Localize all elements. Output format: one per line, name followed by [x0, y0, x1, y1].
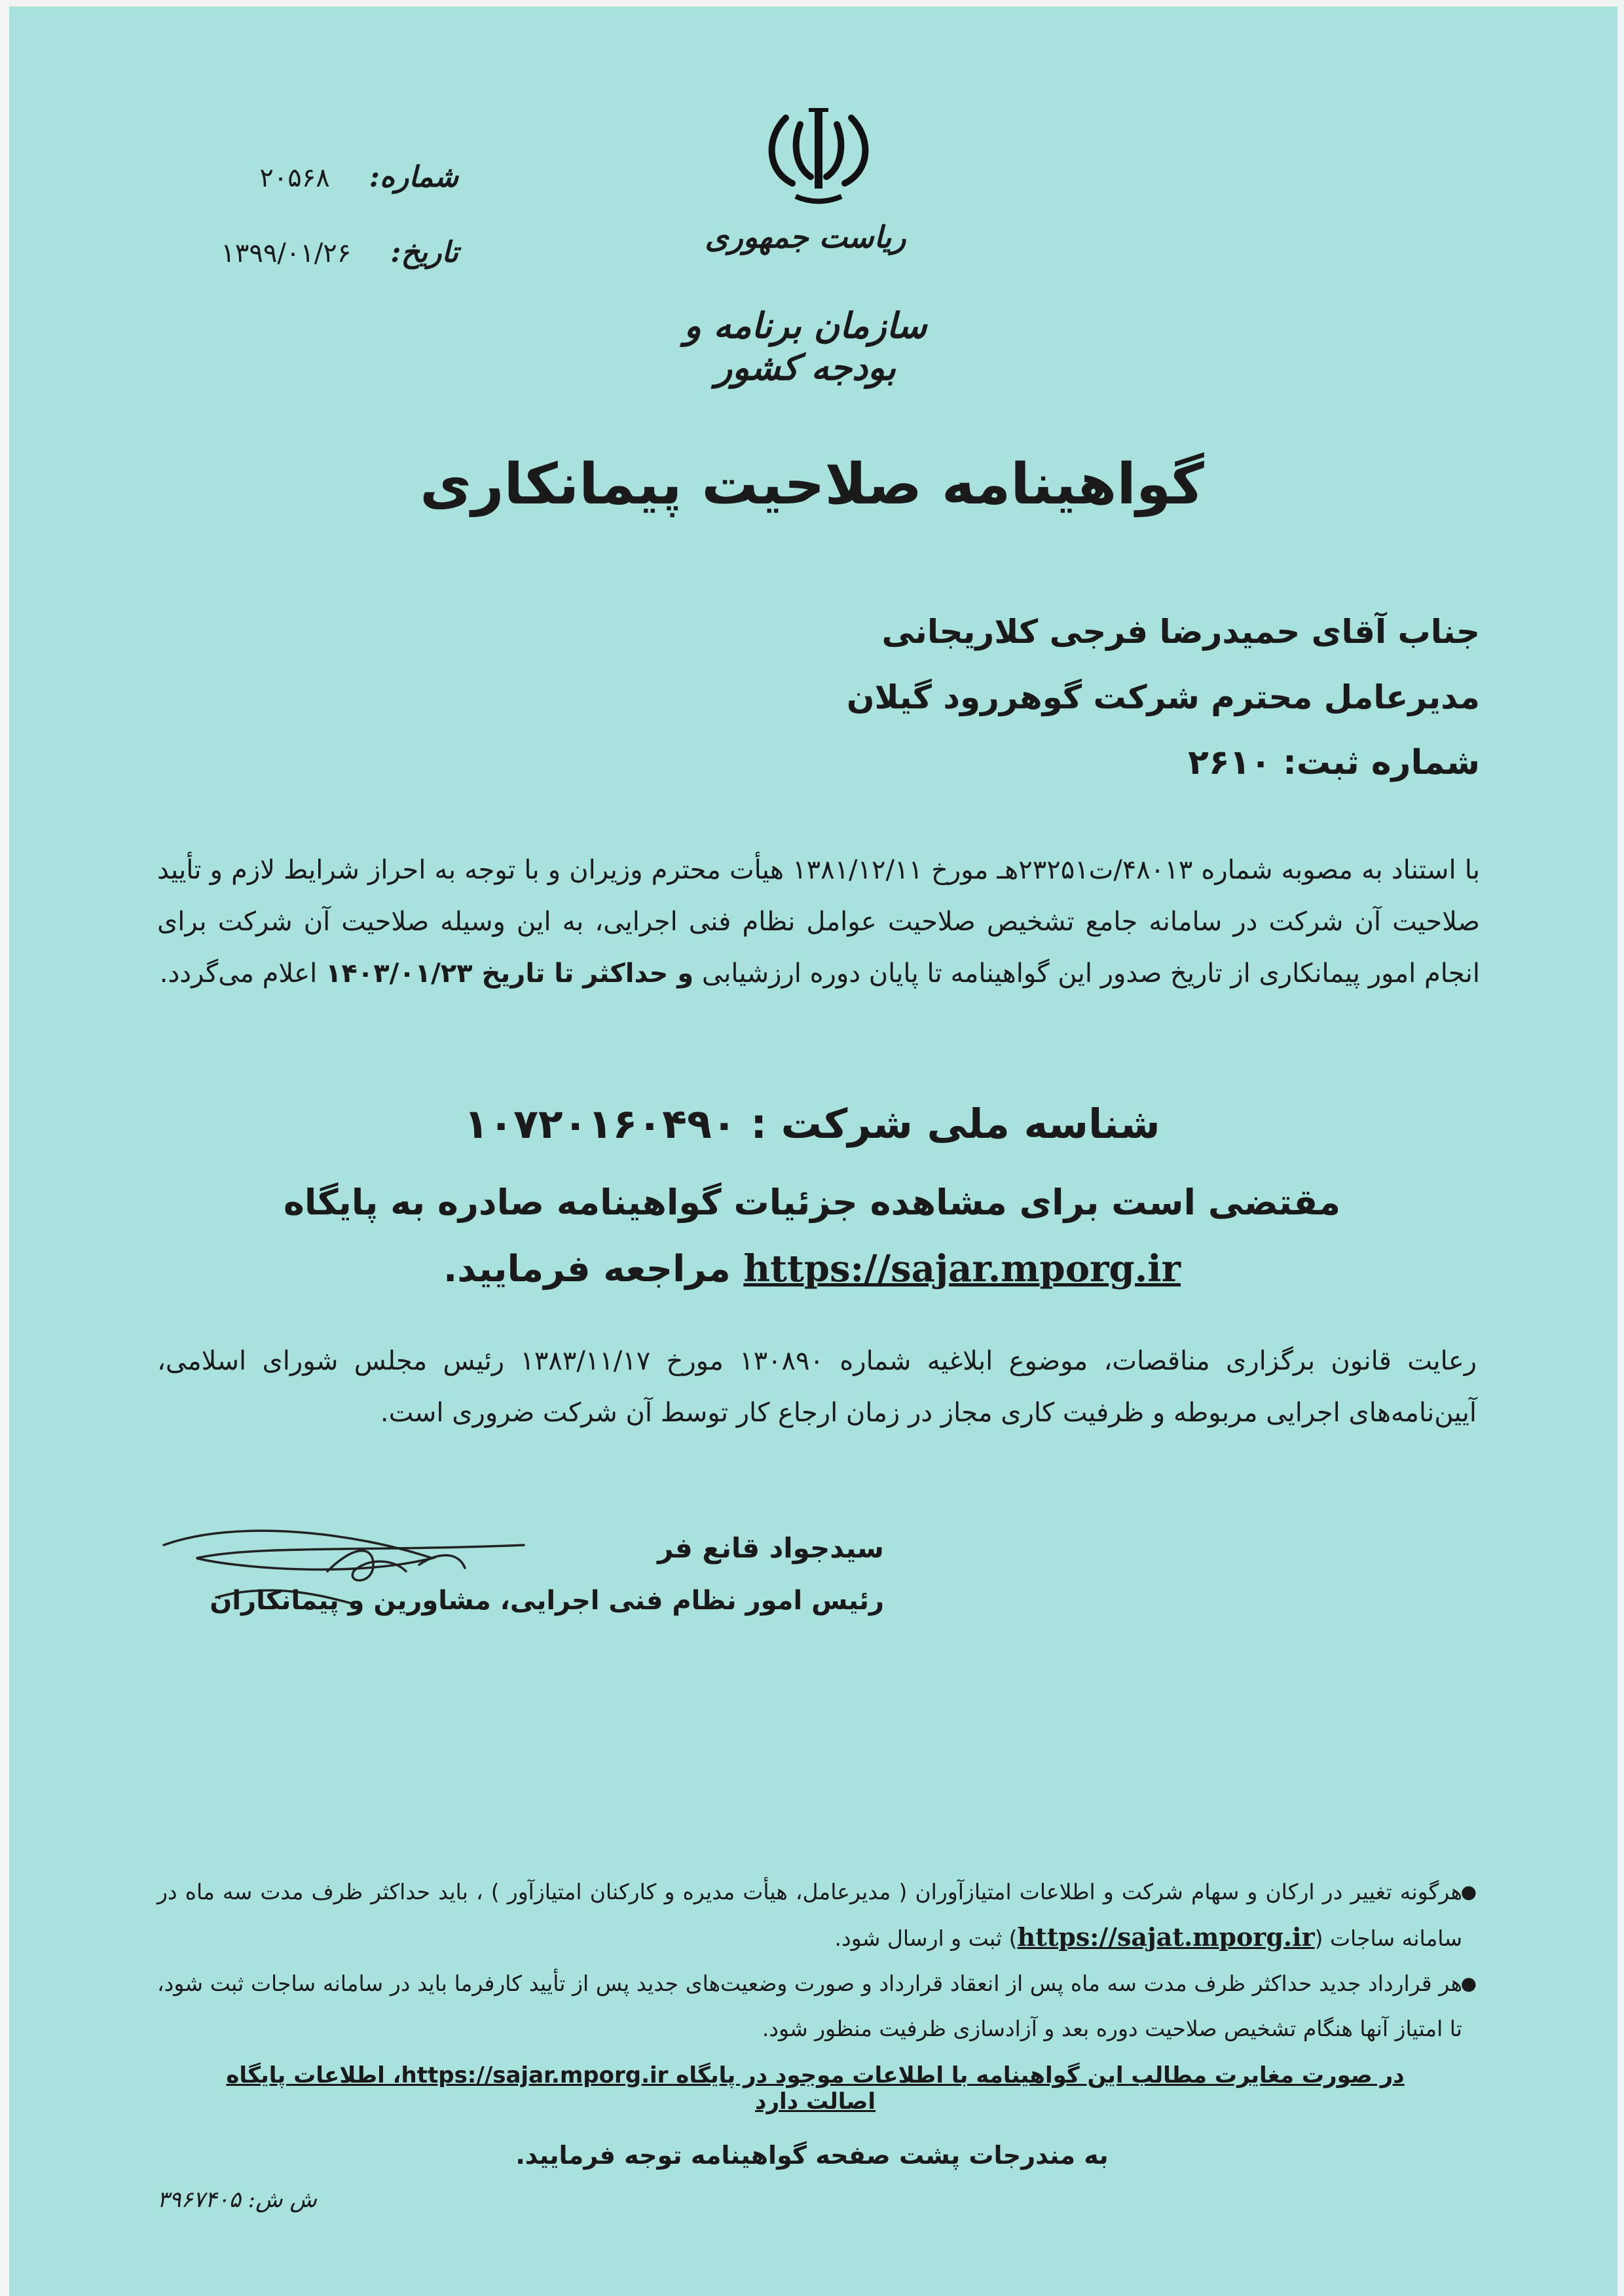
paper-edge [1617, 0, 1624, 2296]
portal-tail: مراجعه فرمایید. [443, 1248, 731, 1290]
document-title: گواهینامه صلاحیت پیمانکاری [420, 452, 1204, 517]
notes-list [157, 1869, 1477, 2051]
date-value: ۱۳۹۹/۰۱/۲۶ [221, 238, 352, 268]
signatory-block [210, 1519, 884, 1624]
portal-instruction: مقتضی است برای مشاهده جزئیات گواهینامه صادره به پایگاه [283, 1182, 1341, 1223]
validity-date: و حداکثر تا تاریخ ۱۴۰۳/۰۱/۲۳ [325, 958, 694, 989]
letter-number [259, 160, 458, 194]
list-item [157, 1869, 1477, 1961]
addressee-role: مدیرعامل محترم شرکت گوهررود گیلان [846, 678, 1480, 716]
paper-edge [0, 0, 9, 2296]
authenticity-warning: در صورت مغایرت مطالب این گواهینامه با اطلاعات موجود در پایگاه https://sajar.mporg.ir، اطلاعات پایگاه اصالت دارد [226, 2062, 1405, 2115]
footer-note: به مندرجات پشت صفحه گواهینامه توجه فرمایید. [515, 2141, 1109, 2170]
registration-number [760, 730, 1480, 795]
registration-value: ۲۶۱۰ [1188, 743, 1272, 782]
approval-tail: اعلام می‌گردد. [159, 958, 318, 989]
sajar-link[interactable]: https://sajar.mporg.ir [743, 1247, 1181, 1290]
bullet-icon: ● [1460, 1881, 1477, 1903]
org-line-presidency: ریاست جمهوری [705, 219, 906, 255]
number-label: شماره: [369, 160, 458, 194]
note-text: هرگونه تغییر در ارکان و سهام شرکت و اطلاعات امتیازآوران ( مدیرعامل، هیأت مدیره و کارکنان امتیازآور ) ، باید حداکثر ظرف مدت سه ماه در سامانه ساجات ( [157, 1879, 1462, 1951]
approval-paragraph [157, 845, 1480, 1000]
signatory-position: رئیس امور نظام فنی اجرایی، مشاورین و پیمانکاران [210, 1586, 884, 1616]
sajat-link[interactable]: https://sajat.mporg.ir [1017, 1922, 1315, 1952]
registration-label: شماره ثبت: [1283, 743, 1480, 782]
iran-emblem-icon [760, 98, 877, 210]
signatory-name: سیدجواد قانع فر [657, 1532, 884, 1564]
date-label: تاریخ: [390, 236, 458, 269]
note-text-tail: ) ثبت و ارسال شود. [834, 1925, 1018, 1951]
note-text: هر قرارداد جدید حداکثر ظرف مدت سه ماه پس از انعقاد قرارداد و صورت وضعیت‌های جدید پس از تأیید کارفرما باید در سامانه ساجات ثبت شود، تا امتیاز آنها هنگام تشخیص صلاحیت دوره بعد و آزادسازی ظرفیت منظور شود. [157, 1971, 1462, 2041]
portal-line [0, 1247, 1624, 1290]
serial-number: ش ش: ۳۹۶۷۴۰۵ [157, 2187, 317, 2213]
list-item [157, 1961, 1477, 2051]
letter-date [210, 236, 458, 269]
national-id: شناسه ملی شرکت : ۱۰۷۲۰۱۶۰۴۹۰ [464, 1100, 1160, 1148]
bullet-icon: ● [1460, 1973, 1477, 1994]
addressee-name: جناب آقای حمیدرضا فرجی کلاریجانی [881, 613, 1480, 651]
approval-text: با استناد به مصوبه شماره ۴۸۰۱۳/ت۲۳۲۵۱هـ مورخ ۱۳۸۱/۱۲/۱۱ هیأت محترم وزیران و با توجه به احراز شرایط لازم و تأیید صلاحیت آن شرکت در سامانه جامع تشخیص صلاحیت عوامل نظام فنی اجرایی، به این وسیله صلاحیت آن شرکت برای انجام امور پیمانکاری از تاریخ صدور این گواهینامه تا پایان دوره ارزشیابی [157, 855, 1481, 989]
addressee-block [760, 599, 1480, 795]
org-line-organization: سازمان برنامه و بودجه کشور [684, 304, 927, 388]
paper-edge [0, 0, 1624, 7]
number-value: ۲۰۵۶۸ [259, 163, 330, 193]
compliance-paragraph: رعایت قانون برگزاری مناقصات، موضوع ابلاغیه شماره ۱۳۰۸۹۰ مورخ ۱۳۸۳/۱۱/۱۷ رئیس مجلس شورای اسلامی، آیین‌نامه‌های اجرایی مربوطه و ظرفیت کاری مجاز در زمان ارجاع کار توسط آن شرکت ضروری است. [157, 1346, 1477, 1428]
